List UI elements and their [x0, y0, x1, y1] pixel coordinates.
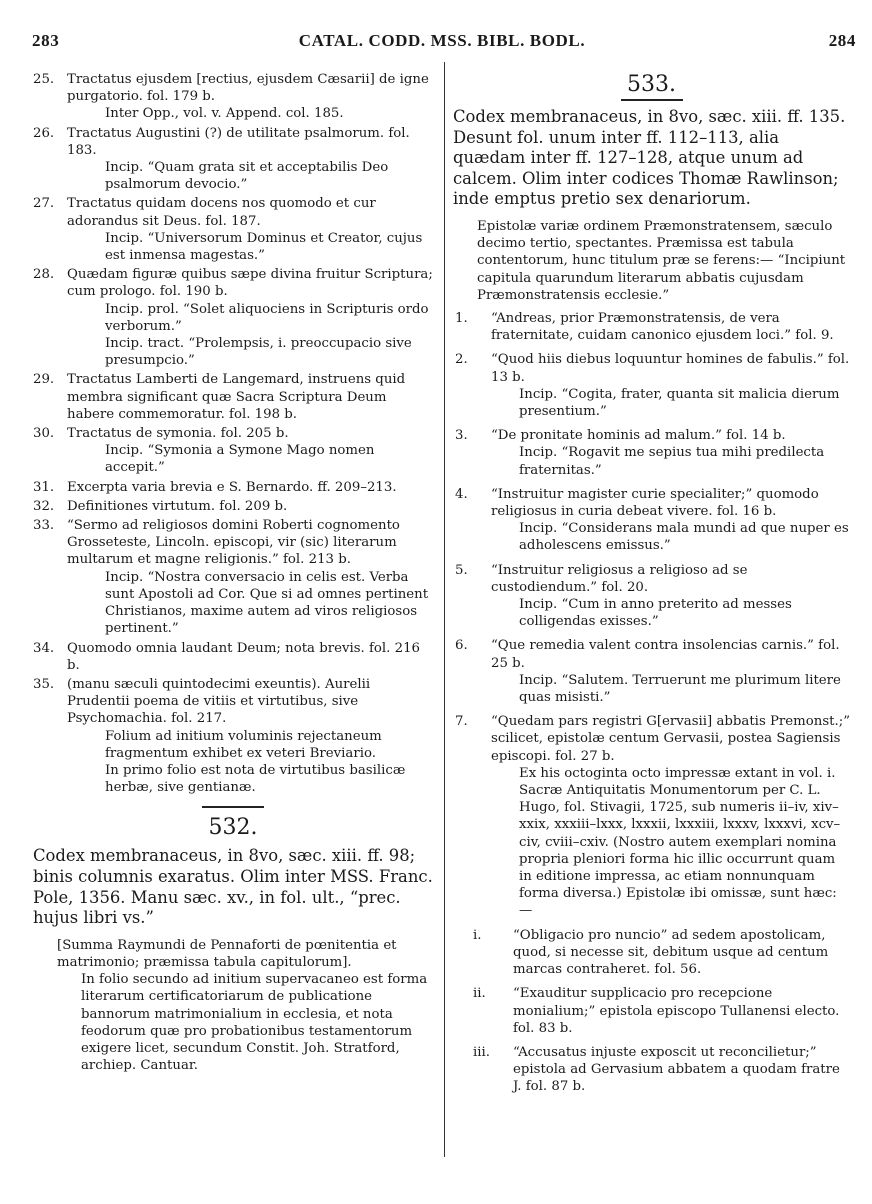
codex-number-533: 533. — [627, 72, 676, 97]
entry-number: 2. — [455, 352, 468, 368]
entry-incipit: Ex his octoginta octo impressæ extant in vol. i. Sacræ Antiquitatis Monumentorum per C. L. Hugo, fol. Stivagii, 1725, sub numeris ii–iv, xiv–xxix, xxxiii–lxxx, lxxxii, lxxxiii, lxxxv, lxxxvi, xcv–civ, cviii–cxiv. (Nostro autem exemplari nomina propria pleniori forma hic illic occurrunt quam in editione impressa, ac etiam nonnunquam forma diversa.) Epistolæ ibi omissæ, sunt hæc:— — [519, 765, 841, 919]
left-column — [33, 71, 433, 1080]
codex-description-532: Codex membranaceus, in 8vo, sæc. xiii. ff. 98; binis columnis exaratus. Olim inter MSS. Franc. Pole, 1356. Manu sæc. xv., in fol. ult., “prec. hujus libri vs.” — [33, 846, 433, 928]
catalog-entry — [453, 427, 850, 479]
entry-number: 5. — [455, 562, 468, 578]
entry-text: Tractatus Lamberti de Langemard, instruens quid membra significant quæ Sacra Scriptura Deum habere commemoratur. fol. 198 b. — [67, 372, 406, 422]
entry-incipit: Incip. “Cum in anno preterito ad messes colligendas exisses.” — [519, 597, 792, 630]
entry-number: 34. — [33, 640, 55, 656]
entry-number: 27. — [33, 196, 55, 212]
column-divider — [444, 62, 445, 1157]
codex-intro-533: Epistolæ variæ ordinem Præmonstratensem, sæculo decimo tertio, spectantes. Præmissa est tabula contentorum, hunc titulum præ se ferens:— “Incipiunt capitula quarundum literarum abbatis cujusdam Præmonstratensis ecclesie.” — [477, 218, 846, 303]
catalog-entry — [33, 71, 433, 123]
entry-number: 25. — [33, 72, 55, 87]
sub-entry — [453, 985, 850, 1037]
sub-entry-text: “Exauditur supplicacio pro recepcione monialium;” epistola episcopo Tullanensi electo. fol. 83 b. — [513, 986, 840, 1036]
entry-text: “Que remedia valent contra insolencias carnis.” fol. 25 b. — [491, 638, 840, 671]
catalog-entry — [453, 310, 850, 344]
entry-number: 31. — [33, 479, 55, 495]
entry-number: 6. — [455, 638, 468, 654]
sub-entry-number: ii. — [473, 986, 486, 1002]
codex-summary: [Summa Raymundi de Pennaforti de pœnitentia et matrimonio; præmissa tabula capitulorum]. — [57, 937, 397, 970]
entry-text: Tractatus Augustini (?) de utilitate psalmorum. fol. 183. — [67, 125, 410, 158]
entry-incipit: Incip. “Quam grata sit et acceptabilis Deo psalmorum devocio.” — [105, 160, 389, 193]
catalog-entry — [453, 637, 850, 706]
entry-incipit: Folium ad initium voluminis rejectaneum fragmentum exhibet ex veteri Breviario. — [105, 728, 382, 761]
entry-text: Tractatus ejusdem [rectius, ejusdem Cæsarii] de igne purgatorio. fol. 179 b. — [67, 72, 429, 105]
entry-incipit: Inter Opp., vol. v. Append. col. 185. — [105, 106, 344, 122]
section-rule — [621, 99, 683, 101]
entry-number: 3. — [455, 428, 468, 444]
entry-number: 26. — [33, 125, 55, 141]
entry-text: Excerpta varia brevia e S. Bernardo. ff. 209–213. — [67, 479, 397, 495]
entry-incipit: Incip. “Cogita, frater, quanta sit malicia dierum presentium.” — [519, 386, 840, 419]
page-header — [28, 31, 856, 57]
running-title: CATAL. CODD. MSS. BIBL. BODL. — [298, 31, 586, 50]
sub-entry — [453, 927, 850, 979]
left-item-list — [33, 71, 433, 796]
entry-text: “Instruitur magister curie specialiter;” quomodo religiosus in curia debeat vivere. fol. 16 b. — [491, 486, 819, 520]
catalog-entry — [33, 498, 433, 515]
entry-text: “Quod hiis diebus loquuntur homines de fabulis.” fol. 13 b. — [491, 352, 850, 385]
entry-text: (manu sæculi quintodecimi exeuntis). Aurelii Prudentii poema de vitiis et virtutibus, sive Psychomachia. fol. 217. — [67, 676, 371, 727]
sub-entry-number: iii. — [473, 1044, 490, 1060]
page-number-left: 283 — [32, 31, 60, 50]
catalog-entry — [33, 425, 433, 477]
entry-incipit: Incip. “Considerans mala mundi ad que nuper es adholescens emissus.” — [519, 521, 849, 554]
codex-description-533: Codex membranaceus, in 8vo, sæc. xiii. ff. 135. Desunt fol. unum inter ff. 112–113, alia quædam inter ff. 127–128, atque unum ad calcem. Olim inter codices Thomæ Rawlinson; inde emptus pretio sex denariorum. — [453, 107, 846, 209]
catalog-entry — [33, 640, 433, 674]
page-number-right: 284 — [828, 31, 856, 50]
entry-number: 35. — [33, 676, 55, 692]
catalog-entry — [453, 351, 850, 420]
entry-text: “De pronitate hominis ad malum.” fol. 14 b. — [491, 428, 786, 444]
entry-text: “Andreas, prior Præmonstratensis, de vera fraternitate, cuidam canonico ejusdem loci.” fol. 9. — [491, 310, 834, 344]
entry-number: 1. — [455, 310, 468, 326]
entry-text: Definitiones virtutum. fol. 209 b. — [67, 498, 288, 514]
entry-text: Quædam figuræ quibus sæpe divina fruitur Scriptura; cum prologo. fol. 190 b. — [67, 267, 433, 300]
entry-incipit: Incip. “Symonia a Symone Mago nomen accepit.” — [105, 443, 375, 476]
codex-number-532: 532. — [208, 815, 258, 841]
entry-incipit: Incip. “Universorum Dominus et Creator, cujus est inmensa magestas.” — [105, 230, 423, 264]
catalog-entry — [33, 517, 433, 637]
catalog-entry — [33, 125, 433, 194]
entry-text: Quomodo omnia laudant Deum; nota brevis. fol. 216 b. — [67, 640, 420, 673]
entry-number: 4. — [455, 486, 468, 502]
sub-entry-text: “Accusatus injuste exposcit ut reconcilietur;” epistola ad Gervasium abbatem a quodam fratre J. fol. 87 b. — [513, 1044, 840, 1095]
entry-incipit: Incip. “Salutem. Terruerunt me plurimum litere quas misisti.” — [519, 672, 841, 706]
entry-incipit: In primo folio est nota de virtutibus basilicæ herbæ, sive gentianæ. — [105, 762, 406, 796]
sub-entry-number: i. — [473, 927, 482, 943]
entry-number: 29. — [33, 372, 55, 388]
catalog-entry — [453, 486, 850, 555]
catalog-entry — [33, 479, 433, 496]
entry-text: “Quedam pars registri G[ervasii] abbatis Premonst.;” scilicet, epistolæ centum Gervasii, postea Sagiensis episcopi. fol. 27 b. — [491, 714, 851, 764]
entry-number: 30. — [33, 426, 55, 442]
catalog-entry — [33, 266, 433, 369]
catalog-entry — [33, 371, 433, 423]
right-item-list — [453, 310, 850, 920]
sub-entry — [453, 1044, 850, 1096]
catalog-entry — [453, 713, 850, 919]
section-rule — [202, 806, 264, 808]
catalog-entry — [33, 676, 433, 796]
codex-contents-532 — [33, 937, 433, 1075]
sub-entry-text: “Obligacio pro nuncio” ad sedem apostolicam, quod, si necesse sit, debitum usque ad centum marcas contraheret. fol. 56. — [513, 927, 829, 978]
entry-number: 7. — [455, 714, 468, 730]
entry-incipit: Incip. “Rogavit me sepius tua mihi predilecta fraternitas.” — [519, 445, 825, 478]
entry-incipit: Incip. “Nostra conversacio in celis est. Verba sunt Apostoli ad Cor. Que si ad omnes pertinent Christianos, maxime autem ad viros religiosos pertinent.” — [105, 569, 429, 637]
entry-incipit: Incip. tract. “Prolempsis, i. preoccupacio sive presumpcio.” — [105, 336, 412, 369]
catalog-entry — [453, 562, 850, 631]
entry-text: Tractatus de symonia. fol. 205 b. — [67, 426, 289, 442]
entry-number: 28. — [33, 267, 55, 283]
right-subitem-list — [453, 927, 850, 1096]
entry-text: Tractatus quidam docens nos quomodo et cur adorandus sit Deus. fol. 187. — [67, 196, 376, 229]
entry-number: 33. — [33, 518, 55, 534]
right-column — [453, 71, 850, 1103]
entry-incipit: Incip. prol. “Solet aliquociens in Scripturis ordo verborum.” — [105, 301, 429, 334]
entry-text: “Sermo ad religiosos domini Roberti cognomento Grosseteste, Lincoln. episcopi, vir (sic) literarum multarum et magne religionis.” fol. 213 b. — [67, 518, 400, 568]
catalog-entry — [33, 195, 433, 264]
codex-note: In folio secundo ad initium supervacaneo est forma literarum certificatoriarum de publicatione bannorum matrimonialium in ecclesia, et nota feodorum quæ pro probationibus testamentorum exigere licet, secundum Constit. Joh. Stratford, archiep. Cantuar. — [81, 972, 428, 1074]
entry-text: “Instruitur religiosus a religioso ad se custodiendum.” fol. 20. — [491, 562, 748, 595]
entry-number: 32. — [33, 498, 55, 514]
